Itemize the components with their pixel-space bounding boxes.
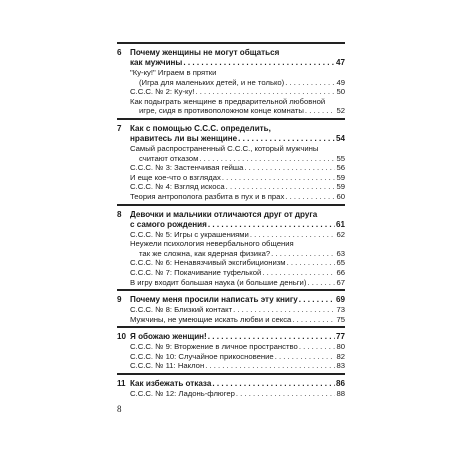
toc-entry-text: Неужели психология невербального общения <box>130 239 294 249</box>
toc-entry-page: 55 <box>336 153 345 163</box>
toc-entry <box>117 352 345 362</box>
dot-leader <box>275 352 336 362</box>
chapter-title <box>117 210 345 220</box>
toc-entry <box>117 342 345 352</box>
toc-entry <box>117 305 345 315</box>
toc-entry-page: 75 <box>336 314 345 324</box>
dot-leader <box>287 258 336 268</box>
toc-entry-page: 50 <box>336 87 345 97</box>
dot-leader <box>292 315 335 325</box>
toc-entry <box>117 230 345 240</box>
chapter-title <box>117 48 345 58</box>
chapter-divider <box>117 373 345 375</box>
toc-entry-text: С.С.С. № 7: Покачивание туфелькой <box>130 267 262 277</box>
chapter-block <box>117 118 345 202</box>
chapter-title <box>117 58 345 68</box>
chapter-title-text: Девочки и мальчики отличаются друг от друга <box>130 209 318 219</box>
chapter-title <box>117 124 345 134</box>
chapter-number: 7 <box>117 123 122 133</box>
toc-entry-text: В игру входит большая наука (и большие деньги) <box>130 277 307 287</box>
dot-leader <box>299 342 336 352</box>
chapter-title <box>117 134 345 144</box>
dot-leader <box>199 154 335 164</box>
toc-entry <box>117 182 345 192</box>
toc-entry-text: так же сложна, как ядерная физика? <box>139 248 271 258</box>
dot-leader <box>307 278 335 288</box>
toc-entry-page: 82 <box>336 351 345 361</box>
toc-entry-text: считают отказом <box>139 153 199 163</box>
toc-entry-text: "Ку-ку!" Играем в прятки <box>130 68 217 77</box>
chapter-block <box>117 289 345 324</box>
chapter-number: 8 <box>117 209 122 219</box>
toc-entry <box>117 278 345 288</box>
dot-leader <box>195 87 335 97</box>
chapter-title <box>117 332 345 342</box>
toc-entry-text: С.С.С. № 9: Вторжение в личное пространство <box>130 342 298 352</box>
page-number: 8 <box>117 404 122 414</box>
toc-entry <box>117 361 345 371</box>
toc-entry-text: Теория антрополога разбита в пух и в прах <box>130 191 285 201</box>
dot-leader <box>271 249 335 259</box>
dot-leader <box>208 332 335 342</box>
dot-leader <box>208 220 335 230</box>
chapter-title-text: Как избежать отказа <box>130 379 212 389</box>
toc-entry-page: 80 <box>336 342 345 352</box>
chapter-title-page: 47 <box>335 58 345 67</box>
toc-entry-text: С.С.С. № 8: Близкий контакт <box>130 305 233 315</box>
toc-entry-page: 59 <box>336 172 345 182</box>
dot-leader <box>238 134 335 144</box>
toc-entry-text: С.С.С. № 12: Ладонь-флюгер <box>130 389 235 399</box>
chapter-title-text: как мужчины <box>130 58 183 67</box>
toc-entry <box>117 97 345 107</box>
chapter-divider <box>117 289 345 291</box>
toc-entry <box>117 239 345 249</box>
dot-leader <box>262 268 335 278</box>
dot-leader <box>305 106 336 116</box>
dot-leader <box>250 230 336 240</box>
chapter-title-page: 69 <box>335 295 345 305</box>
toc-entry-text: С.С.С. № 10: Случайное прикосновение <box>130 351 274 361</box>
chapter-number: 6 <box>117 48 122 57</box>
chapter-title-page: 61 <box>335 219 345 229</box>
dot-leader <box>236 389 336 399</box>
chapter-divider <box>117 204 345 206</box>
toc-entry <box>117 68 345 78</box>
toc-entry-page: 56 <box>336 163 345 173</box>
toc-entry-page: 63 <box>336 248 345 258</box>
dot-leader <box>226 182 336 192</box>
toc-entry <box>117 173 345 183</box>
chapter-block <box>117 42 345 116</box>
chapter-block <box>117 373 345 399</box>
chapter-title-text: нравитесь ли вы женщине <box>130 133 238 143</box>
toc-entry-page: 59 <box>336 182 345 192</box>
chapter-number: 10 <box>117 332 127 342</box>
toc-entry-text: С.С.С. № 3: Застенчивая гейша <box>130 163 244 173</box>
dot-leader <box>285 192 335 202</box>
chapter-title-page: 54 <box>335 133 345 143</box>
chapter-title <box>117 220 345 230</box>
chapter-number: 9 <box>117 295 122 305</box>
toc-entry-text: (Игра для маленьких детей, и не только) <box>139 77 285 87</box>
toc-entry <box>117 315 345 325</box>
toc-entry-page: 65 <box>336 258 345 268</box>
dot-leader <box>212 379 335 389</box>
toc-entry <box>117 192 345 202</box>
toc-entry <box>117 154 345 164</box>
toc-entry <box>117 268 345 278</box>
dot-leader <box>299 295 335 305</box>
toc-entry-page: 83 <box>336 361 345 371</box>
dot-leader <box>244 163 335 173</box>
toc-entry-text: И еще кое-что о взглядах <box>130 172 221 182</box>
chapter-title-page: 86 <box>335 379 345 389</box>
toc-entry-text: С.С.С. № 6: Ненавязчивый эксгибиционизм <box>130 258 286 268</box>
chapter-divider <box>117 42 345 44</box>
toc-entry <box>117 78 345 88</box>
chapter-title <box>117 295 345 305</box>
chapter-number: 11 <box>117 379 126 389</box>
toc-entry-text: Мужчины, не умеющие искать любви и секса <box>130 314 292 324</box>
chapter-title-text: Как с помощью С.С.С. определить, <box>130 123 271 133</box>
toc-entry-page: 52 <box>336 106 345 116</box>
dot-leader <box>222 173 336 183</box>
toc-entry <box>117 258 345 268</box>
toc-entry-text: С.С.С. № 4: Взгляд искоса <box>130 182 225 192</box>
dot-leader <box>233 305 335 315</box>
chapter-block <box>117 204 345 288</box>
toc-entry <box>117 249 345 259</box>
chapter-title-page: 77 <box>335 332 345 342</box>
toc-entry-page: 60 <box>336 191 345 201</box>
toc-entry-page: 62 <box>336 229 345 239</box>
chapter-title-text: Почему меня просили написать эту книгу <box>130 295 298 305</box>
toc-entry <box>117 106 345 116</box>
chapter-title <box>117 379 345 389</box>
toc-entry <box>117 163 345 173</box>
toc-entry-page: 49 <box>336 77 345 87</box>
toc-entry-page: 73 <box>336 305 345 315</box>
chapter-divider <box>117 326 345 328</box>
toc-entry-text: игре, сидя в противоположном конце комнаты <box>139 106 304 116</box>
table-of-contents <box>117 40 345 399</box>
dot-leader <box>205 361 335 371</box>
toc-entry-text: С.С.С. № 11: Наклон <box>130 361 205 371</box>
toc-entry-text: Самый распространенный С.С.С., который мужчины <box>130 143 319 153</box>
toc-entry <box>117 87 345 97</box>
chapter-block <box>117 326 345 371</box>
chapter-title-text: с самого рождения <box>130 219 207 229</box>
toc-entry-page: 67 <box>336 277 345 287</box>
toc-entry-page: 66 <box>336 267 345 277</box>
toc-entry-text: Как подыграть женщине в предварительной любовной <box>130 96 326 106</box>
toc-entry-text: С.С.С. № 5: Игры с украшениями <box>130 229 249 239</box>
toc-entry <box>117 144 345 154</box>
chapter-title-text: Я обожаю женщин! <box>130 332 207 342</box>
toc-entry <box>117 389 345 399</box>
dot-leader <box>183 58 335 68</box>
toc-entry-page: 88 <box>336 389 345 399</box>
chapter-divider <box>117 118 345 120</box>
chapter-title-text: Почему женщины не могут общаться <box>130 48 280 57</box>
toc-entry-text: С.С.С. № 2: Ку-ку! <box>130 87 195 97</box>
dot-leader <box>285 78 335 88</box>
